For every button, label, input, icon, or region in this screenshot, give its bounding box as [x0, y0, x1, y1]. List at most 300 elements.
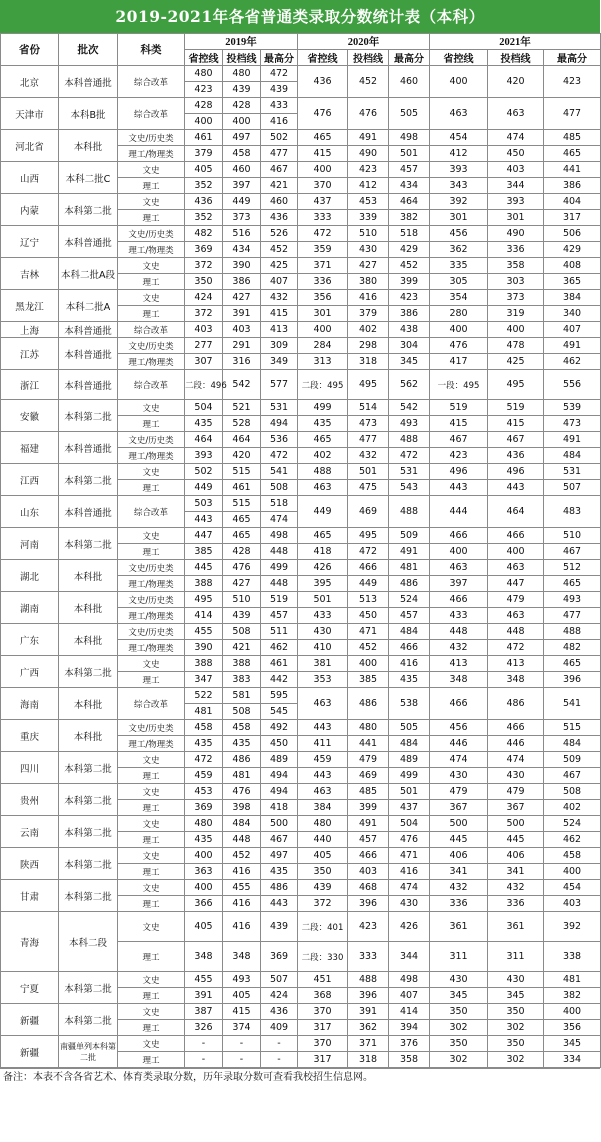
score-2021: 556 — [544, 370, 601, 400]
header-2019-ctrl: 省控线 — [185, 50, 223, 66]
table-row — [1, 1036, 601, 1052]
score-2019: 497 — [223, 130, 261, 146]
score-2021: 486 — [488, 688, 544, 720]
score-2020: 394 — [389, 1020, 430, 1036]
score-2019: - — [261, 1036, 298, 1052]
score-2020: 476 — [348, 98, 389, 130]
score-2020: 477 — [348, 432, 389, 448]
score-2019: 457 — [261, 608, 298, 624]
score-2021: 479 — [488, 784, 544, 800]
score-2020: 538 — [389, 688, 430, 720]
score-2019: 439 — [223, 82, 261, 98]
score-2021: 515 — [544, 720, 601, 736]
score-2021: 454 — [430, 130, 488, 146]
score-2019: 448 — [261, 544, 298, 560]
score-2019: 484 — [223, 816, 261, 832]
score-2019: 581 — [223, 688, 261, 704]
score-2019: 405 — [223, 988, 261, 1004]
score-2019: 458 — [223, 720, 261, 736]
score-2020: 505 — [389, 720, 430, 736]
header-2020-ctrl: 省控线 — [298, 50, 348, 66]
score-2020: 488 — [389, 496, 430, 528]
score-2021: 425 — [488, 354, 544, 370]
batch-cell: 本科第二批 — [59, 400, 118, 432]
score-2019: 480 — [185, 66, 223, 82]
score-2020: 336 — [298, 274, 348, 290]
score-2019: 316 — [223, 354, 261, 370]
score-2019: 465 — [223, 512, 261, 528]
score-2020: 414 — [389, 1004, 430, 1020]
table-row — [1, 226, 601, 242]
score-2019: 507 — [261, 972, 298, 988]
score-2019: 391 — [185, 988, 223, 1004]
score-2019: 445 — [185, 560, 223, 576]
score-2020: 416 — [389, 864, 430, 880]
score-2019: 449 — [223, 194, 261, 210]
score-2020: 427 — [348, 258, 389, 274]
score-2020: 441 — [348, 736, 389, 752]
score-2021: 430 — [430, 768, 488, 784]
score-2021: 436 — [488, 448, 544, 464]
score-2019: 427 — [223, 576, 261, 592]
table-row — [1, 400, 601, 416]
score-2019: 413 — [261, 322, 298, 338]
score-2019: 421 — [223, 640, 261, 656]
table-row — [1, 464, 601, 480]
province-cell: 湖北 — [1, 560, 59, 592]
score-2019: 472 — [185, 752, 223, 768]
score-2020: 359 — [298, 242, 348, 258]
score-2019: 439 — [261, 82, 298, 98]
score-2019: 461 — [261, 656, 298, 672]
score-2019: 494 — [261, 416, 298, 432]
subject-cell: 理工/物理类 — [118, 448, 185, 464]
score-2021: 450 — [488, 146, 544, 162]
score-2020: 380 — [348, 274, 389, 290]
score-2020: 489 — [389, 752, 430, 768]
table-row — [1, 688, 601, 704]
subject-cell: 文史 — [118, 528, 185, 544]
score-2021: 302 — [488, 1052, 544, 1068]
subject-cell: 文史 — [118, 464, 185, 480]
subject-cell: 理工 — [118, 178, 185, 194]
score-2021: 512 — [544, 560, 601, 576]
subject-cell: 理工 — [118, 672, 185, 688]
score-2020: 371 — [298, 258, 348, 274]
score-2021: 432 — [430, 640, 488, 656]
subject-cell: 文史 — [118, 400, 185, 416]
score-2019: 352 — [185, 210, 223, 226]
table-row — [1, 370, 601, 400]
score-2019: 448 — [223, 832, 261, 848]
province-cell: 海南 — [1, 688, 59, 720]
score-2019: 508 — [223, 704, 261, 720]
province-cell: 四川 — [1, 752, 59, 784]
score-2021: 491 — [544, 432, 601, 448]
score-2021: 430 — [488, 768, 544, 784]
subject-cell: 文史 — [118, 880, 185, 896]
subject-cell: 理工 — [118, 480, 185, 496]
score-2019: 455 — [185, 624, 223, 640]
score-2021: 456 — [430, 720, 488, 736]
score-2019: 352 — [185, 178, 223, 194]
province-cell: 广西 — [1, 656, 59, 688]
subject-cell: 综合改革 — [118, 322, 185, 338]
score-2021: 477 — [544, 98, 601, 130]
score-2021: 466 — [488, 528, 544, 544]
score-2019: 453 — [185, 784, 223, 800]
score-2019: 436 — [261, 1004, 298, 1020]
score-2020: 475 — [348, 480, 389, 496]
table-row — [1, 496, 601, 512]
score-2019: 400 — [185, 848, 223, 864]
score-2020: 333 — [298, 210, 348, 226]
score-2019: - — [261, 1052, 298, 1068]
score-2019: 522 — [185, 688, 223, 704]
score-2020: 498 — [389, 972, 430, 988]
score-2021: 280 — [430, 306, 488, 322]
score-2019: 366 — [185, 896, 223, 912]
score-2021: 397 — [430, 576, 488, 592]
score-2020: 411 — [298, 736, 348, 752]
score-2019: 307 — [185, 354, 223, 370]
score-2019: 482 — [185, 226, 223, 242]
subject-cell: 文史 — [118, 194, 185, 210]
header-batch: 批次 — [59, 34, 118, 66]
subject-cell: 理工 — [118, 942, 185, 972]
score-2020: 385 — [348, 672, 389, 688]
score-2019: - — [223, 1036, 261, 1052]
table-row — [1, 66, 601, 82]
score-2021: 448 — [488, 624, 544, 640]
score-2019: 577 — [261, 370, 298, 400]
score-2019: 494 — [261, 768, 298, 784]
score-2021: 464 — [488, 496, 544, 528]
score-2019: - — [185, 1052, 223, 1068]
score-2021: 350 — [488, 1036, 544, 1052]
score-2019: 436 — [185, 194, 223, 210]
score-2019: 405 — [185, 912, 223, 942]
score-2021: 463 — [430, 98, 488, 130]
score-2020: 298 — [348, 338, 389, 354]
score-2021: 463 — [488, 560, 544, 576]
score-2019: 418 — [261, 800, 298, 816]
score-2019: 428 — [223, 544, 261, 560]
score-2019: 407 — [261, 274, 298, 290]
score-2020: 402 — [298, 448, 348, 464]
batch-cell: 本科第二批 — [59, 194, 118, 226]
score-2019: 462 — [261, 640, 298, 656]
table-row — [1, 720, 601, 736]
header-2019-max: 最高分 — [261, 50, 298, 66]
batch-cell: 本科第二批 — [59, 972, 118, 1004]
score-2020: 435 — [389, 672, 430, 688]
score-2019: 372 — [185, 258, 223, 274]
table-row — [1, 560, 601, 576]
score-2020: 435 — [298, 416, 348, 432]
subject-cell: 理工/物理类 — [118, 576, 185, 592]
score-2020: 372 — [298, 896, 348, 912]
table-row — [1, 290, 601, 306]
score-2021: 510 — [544, 528, 601, 544]
score-2020: 464 — [389, 194, 430, 210]
score-2019: 460 — [261, 194, 298, 210]
header-2020-max: 最高分 — [389, 50, 430, 66]
score-2021: 305 — [430, 274, 488, 290]
score-2020: 318 — [348, 1052, 389, 1068]
score-2021: 463 — [488, 98, 544, 130]
province-cell: 青海 — [1, 912, 59, 972]
subject-cell: 文史 — [118, 1036, 185, 1052]
score-2020: 400 — [298, 322, 348, 338]
score-2020: 438 — [389, 322, 430, 338]
score-2020: 452 — [348, 640, 389, 656]
province-cell: 山西 — [1, 162, 59, 194]
province-cell: 新疆 — [1, 1036, 59, 1068]
score-2019: 425 — [261, 258, 298, 274]
score-2020: 480 — [298, 816, 348, 832]
score-2019: 595 — [261, 688, 298, 704]
score-2020: 353 — [298, 672, 348, 688]
score-2019: 461 — [223, 480, 261, 496]
province-cell: 云南 — [1, 816, 59, 848]
score-2019: 309 — [261, 338, 298, 354]
score-2021: 463 — [488, 608, 544, 624]
score-2019: 390 — [223, 258, 261, 274]
province-cell: 贵州 — [1, 784, 59, 816]
batch-cell: 本科批 — [59, 624, 118, 656]
score-2021: 477 — [544, 608, 601, 624]
table-row — [1, 258, 601, 274]
score-2021: 443 — [430, 480, 488, 496]
score-2021: 465 — [544, 656, 601, 672]
score-2021: 341 — [488, 864, 544, 880]
score-2019: 526 — [261, 226, 298, 242]
score-2020: 430 — [298, 624, 348, 640]
score-2020: 381 — [298, 656, 348, 672]
score-2020: 434 — [389, 178, 430, 194]
score-2019: 452 — [223, 848, 261, 864]
score-2020: 二段：401 — [298, 912, 348, 942]
subject-cell: 文史/历史类 — [118, 560, 185, 576]
score-2019: 398 — [223, 800, 261, 816]
score-2021: 400 — [488, 544, 544, 560]
score-2019: 474 — [261, 512, 298, 528]
score-2020: 284 — [298, 338, 348, 354]
table-row — [1, 162, 601, 178]
score-2021: 一段：495 — [430, 370, 488, 400]
score-2020: 481 — [389, 560, 430, 576]
score-2021: 392 — [544, 912, 601, 942]
score-2020: 301 — [298, 306, 348, 322]
subject-cell: 文史 — [118, 258, 185, 274]
score-2021: 463 — [430, 560, 488, 576]
score-2021: 466 — [430, 592, 488, 608]
score-2019: 443 — [261, 896, 298, 912]
score-2020: 495 — [348, 528, 389, 544]
score-2019: 493 — [223, 972, 261, 988]
score-2021: 423 — [544, 66, 601, 98]
score-2020: 426 — [389, 912, 430, 942]
score-2020: 476 — [298, 98, 348, 130]
score-2019: 472 — [261, 448, 298, 464]
score-2021: 466 — [430, 688, 488, 720]
score-2020: 370 — [298, 1036, 348, 1052]
score-2021: 311 — [430, 942, 488, 972]
subject-cell: 理工 — [118, 1020, 185, 1036]
score-2019: 499 — [261, 560, 298, 576]
province-cell: 河北省 — [1, 130, 59, 162]
score-2020: 499 — [298, 400, 348, 416]
batch-cell: 本科第二批 — [59, 752, 118, 784]
score-2019: 二段：496 — [185, 370, 223, 400]
score-2019: 500 — [261, 816, 298, 832]
score-2020: 488 — [348, 972, 389, 988]
score-2020: 344 — [389, 942, 430, 972]
province-cell: 北京 — [1, 66, 59, 98]
score-2020: 468 — [348, 880, 389, 896]
score-2021: 467 — [488, 432, 544, 448]
batch-cell: 本科第二批 — [59, 880, 118, 912]
score-2019: 508 — [261, 480, 298, 496]
score-2020: 二段：330 — [298, 942, 348, 972]
score-2019: 528 — [223, 416, 261, 432]
subject-cell: 文史 — [118, 816, 185, 832]
score-2021: 365 — [544, 274, 601, 290]
table-row — [1, 912, 601, 942]
score-2021: 408 — [544, 258, 601, 274]
province-cell: 新疆 — [1, 1004, 59, 1036]
subject-cell: 理工 — [118, 988, 185, 1004]
subject-cell: 文史/历史类 — [118, 432, 185, 448]
province-cell: 江西 — [1, 464, 59, 496]
score-2019: 502 — [185, 464, 223, 480]
score-2021: 400 — [488, 322, 544, 338]
score-2019: 452 — [261, 242, 298, 258]
score-2021: 484 — [544, 448, 601, 464]
score-2019: 449 — [185, 480, 223, 496]
batch-cell: 本科普通批 — [59, 496, 118, 528]
province-cell: 辽宁 — [1, 226, 59, 258]
header-province: 省份 — [1, 34, 59, 66]
score-2020: 379 — [348, 306, 389, 322]
score-2020: 463 — [298, 480, 348, 496]
score-2021: 413 — [430, 656, 488, 672]
score-2019: 428 — [185, 98, 223, 114]
score-2019: 350 — [185, 274, 223, 290]
score-2019: 521 — [223, 400, 261, 416]
score-2021: 361 — [488, 912, 544, 942]
score-2021: 396 — [544, 672, 601, 688]
batch-cell: 本科普通批 — [59, 432, 118, 464]
score-2019: 400 — [185, 114, 223, 130]
score-2020: 457 — [348, 832, 389, 848]
score-2020: 416 — [389, 656, 430, 672]
province-cell: 内蒙 — [1, 194, 59, 226]
province-cell: 上海 — [1, 322, 59, 338]
score-2021: 341 — [430, 864, 488, 880]
score-2019: 427 — [223, 290, 261, 306]
header-2021: 2021年 — [430, 34, 601, 50]
score-2020: 493 — [389, 416, 430, 432]
score-2020: 472 — [348, 544, 389, 560]
header-2021-ctrl: 省控线 — [430, 50, 488, 66]
score-2021: 484 — [544, 736, 601, 752]
score-2020: 498 — [389, 130, 430, 146]
score-2020: 429 — [389, 242, 430, 258]
score-2020: 449 — [298, 496, 348, 528]
score-2019: 519 — [261, 592, 298, 608]
score-2019: 386 — [223, 274, 261, 290]
score-2019: 393 — [185, 448, 223, 464]
subject-cell: 文史 — [118, 1004, 185, 1020]
subject-cell: 理工 — [118, 210, 185, 226]
score-2021: 445 — [488, 832, 544, 848]
province-cell: 黑龙江 — [1, 290, 59, 322]
score-2020: 491 — [348, 130, 389, 146]
score-2021: 474 — [430, 752, 488, 768]
score-2019: 447 — [185, 528, 223, 544]
score-2021: 407 — [544, 322, 601, 338]
table-row — [1, 98, 601, 114]
subject-cell: 综合改革 — [118, 688, 185, 720]
score-2021: 403 — [544, 896, 601, 912]
score-2020: 472 — [389, 448, 430, 464]
score-2019: 443 — [185, 512, 223, 528]
score-2019: 369 — [261, 942, 298, 972]
score-2020: 488 — [298, 464, 348, 480]
score-2020: 400 — [298, 162, 348, 178]
score-2020: 437 — [389, 800, 430, 816]
score-2020: 510 — [348, 226, 389, 242]
score-2021: 402 — [544, 800, 601, 816]
score-2020: 433 — [298, 608, 348, 624]
score-2021: 432 — [430, 880, 488, 896]
score-2021: 302 — [430, 1020, 488, 1036]
score-2021: 406 — [488, 848, 544, 864]
subject-cell: 文史 — [118, 972, 185, 988]
table-row — [1, 1004, 601, 1020]
score-2019: 424 — [185, 290, 223, 306]
province-cell: 重庆 — [1, 720, 59, 752]
score-2021: 303 — [488, 274, 544, 290]
score-2019: 383 — [223, 672, 261, 688]
score-2021: 356 — [544, 1020, 601, 1036]
score-2021: 488 — [544, 624, 601, 640]
score-2021: 482 — [544, 640, 601, 656]
batch-cell: 本科批 — [59, 720, 118, 752]
score-2020: 304 — [389, 338, 430, 354]
score-2020: 542 — [389, 400, 430, 416]
score-2020: 463 — [298, 784, 348, 800]
score-2021: 508 — [544, 784, 601, 800]
score-2021: 467 — [544, 544, 601, 560]
score-2019: 373 — [223, 210, 261, 226]
score-2019: 291 — [223, 338, 261, 354]
score-2021: 454 — [544, 880, 601, 896]
subject-cell: 理工/物理类 — [118, 640, 185, 656]
score-2021: 384 — [544, 290, 601, 306]
score-2021: 348 — [430, 672, 488, 688]
batch-cell: 本科普通批 — [59, 66, 118, 98]
score-2020: 423 — [348, 162, 389, 178]
score-2021: 430 — [430, 972, 488, 988]
score-2021: 403 — [488, 162, 544, 178]
score-2021: 531 — [544, 464, 601, 480]
score-2019: 424 — [261, 988, 298, 1004]
score-2021: 466 — [430, 528, 488, 544]
score-2020: 486 — [389, 576, 430, 592]
